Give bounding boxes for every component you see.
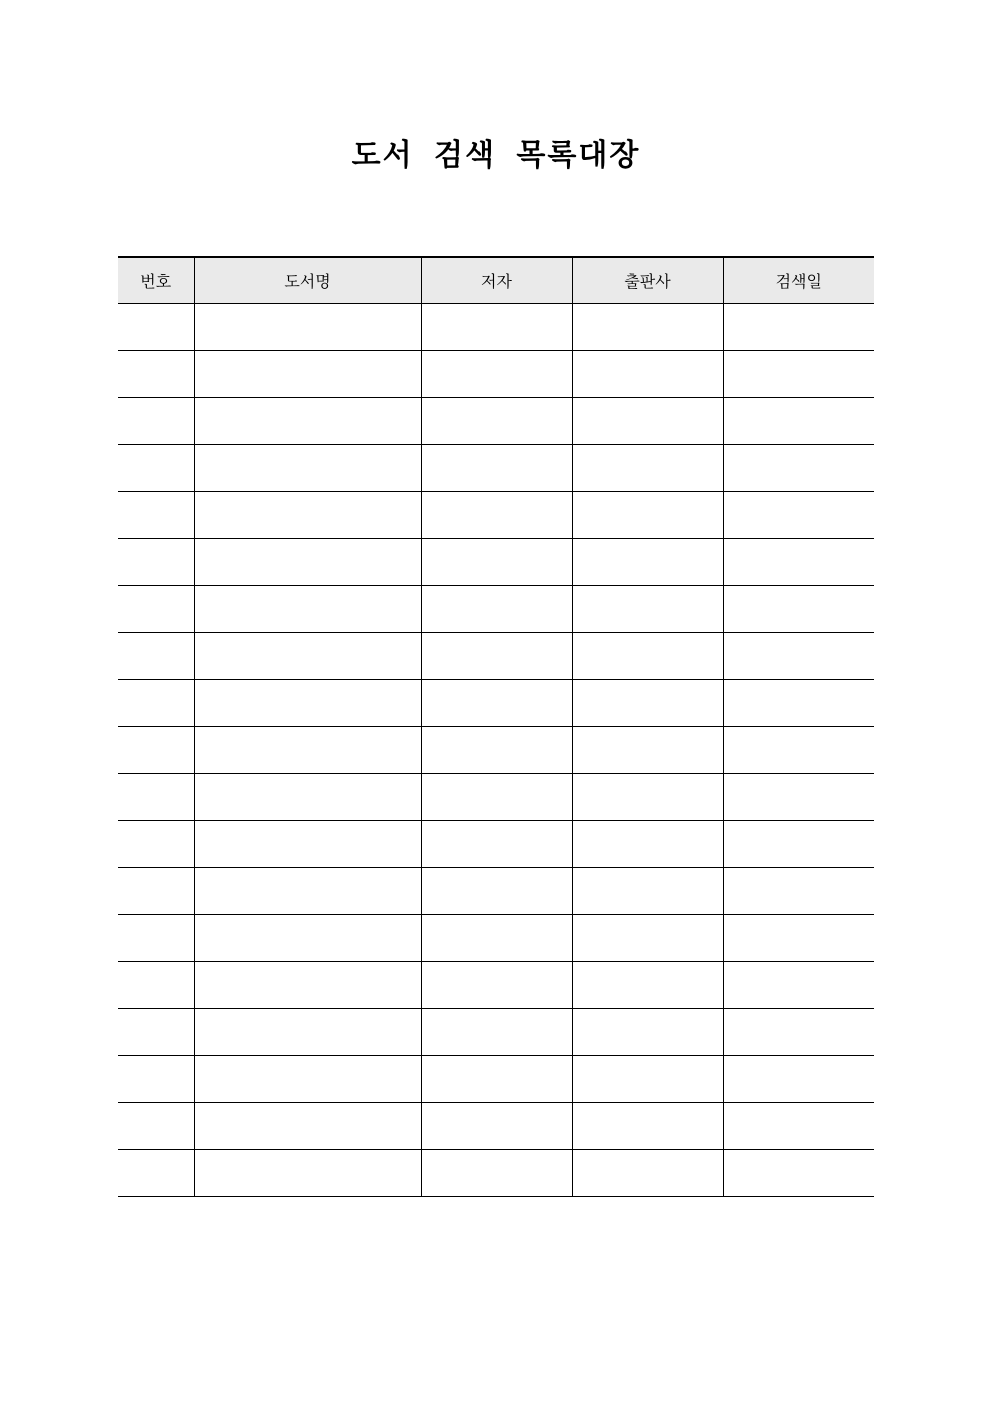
cell-search-date <box>723 1056 874 1103</box>
cell-publisher <box>572 586 723 633</box>
cell-author <box>421 1056 572 1103</box>
cell-number <box>118 680 194 727</box>
cell-author <box>421 868 572 915</box>
cell-number <box>118 727 194 774</box>
table-row <box>118 1150 874 1197</box>
table-row <box>118 680 874 727</box>
cell-book-title <box>194 680 421 727</box>
cell-book-title <box>194 492 421 539</box>
table-row <box>118 868 874 915</box>
cell-publisher <box>572 1150 723 1197</box>
cell-search-date <box>723 445 874 492</box>
cell-number <box>118 1009 194 1056</box>
cell-book-title <box>194 727 421 774</box>
cell-author <box>421 586 572 633</box>
table-header <box>118 257 874 304</box>
cell-publisher <box>572 492 723 539</box>
cell-publisher <box>572 821 723 868</box>
table-row <box>118 633 874 680</box>
cell-book-title <box>194 351 421 398</box>
header-row <box>118 257 874 304</box>
cell-book-title <box>194 868 421 915</box>
cell-book-title <box>194 633 421 680</box>
cell-publisher <box>572 1103 723 1150</box>
cell-book-title <box>194 1056 421 1103</box>
cell-author <box>421 915 572 962</box>
cell-number <box>118 586 194 633</box>
book-search-table <box>118 256 874 1197</box>
cell-publisher <box>572 1009 723 1056</box>
cell-publisher <box>572 1056 723 1103</box>
table-row <box>118 586 874 633</box>
cell-publisher <box>572 539 723 586</box>
cell-number <box>118 304 194 351</box>
table-row <box>118 1103 874 1150</box>
column-header-author: 저자 <box>421 257 572 304</box>
cell-author <box>421 1103 572 1150</box>
cell-book-title <box>194 915 421 962</box>
cell-search-date <box>723 351 874 398</box>
cell-author <box>421 304 572 351</box>
cell-book-title <box>194 539 421 586</box>
table-row <box>118 304 874 351</box>
cell-search-date <box>723 398 874 445</box>
cell-author <box>421 539 572 586</box>
cell-author <box>421 727 572 774</box>
cell-search-date <box>723 1009 874 1056</box>
cell-publisher <box>572 915 723 962</box>
cell-search-date <box>723 774 874 821</box>
cell-number <box>118 868 194 915</box>
cell-search-date <box>723 680 874 727</box>
cell-search-date <box>723 304 874 351</box>
table-row <box>118 774 874 821</box>
table-row <box>118 915 874 962</box>
cell-number <box>118 821 194 868</box>
page-title: 도서 검색 목록대장 <box>351 138 641 173</box>
column-header-number: 번호 <box>118 257 194 304</box>
cell-publisher <box>572 962 723 1009</box>
cell-author <box>421 492 572 539</box>
cell-book-title <box>194 774 421 821</box>
cell-number <box>118 774 194 821</box>
cell-number <box>118 539 194 586</box>
cell-search-date <box>723 821 874 868</box>
table-row <box>118 727 874 774</box>
cell-author <box>421 351 572 398</box>
cell-number <box>118 1150 194 1197</box>
cell-publisher <box>572 398 723 445</box>
cell-book-title <box>194 445 421 492</box>
table-row <box>118 539 874 586</box>
cell-number <box>118 492 194 539</box>
cell-publisher <box>572 868 723 915</box>
table-row <box>118 445 874 492</box>
cell-author <box>421 1150 572 1197</box>
cell-search-date <box>723 492 874 539</box>
cell-number <box>118 1103 194 1150</box>
cell-book-title <box>194 1009 421 1056</box>
cell-number <box>118 351 194 398</box>
cell-search-date <box>723 1150 874 1197</box>
cell-search-date <box>723 1103 874 1150</box>
table-row <box>118 1009 874 1056</box>
cell-book-title <box>194 1103 421 1150</box>
table-row <box>118 821 874 868</box>
cell-search-date <box>723 868 874 915</box>
cell-author <box>421 774 572 821</box>
cell-author <box>421 1009 572 1056</box>
column-header-search-date: 검색일 <box>723 257 874 304</box>
cell-author <box>421 445 572 492</box>
table-row <box>118 962 874 1009</box>
table-row <box>118 398 874 445</box>
cell-publisher <box>572 351 723 398</box>
table-row <box>118 1056 874 1103</box>
column-header-publisher: 출판사 <box>572 257 723 304</box>
cell-publisher <box>572 680 723 727</box>
cell-author <box>421 398 572 445</box>
table-row <box>118 492 874 539</box>
cell-publisher <box>572 727 723 774</box>
cell-search-date <box>723 727 874 774</box>
cell-book-title <box>194 398 421 445</box>
cell-book-title <box>194 304 421 351</box>
cell-book-title <box>194 962 421 1009</box>
column-header-book-title: 도서명 <box>194 257 421 304</box>
cell-search-date <box>723 539 874 586</box>
cell-publisher <box>572 445 723 492</box>
cell-number <box>118 445 194 492</box>
cell-book-title <box>194 821 421 868</box>
cell-author <box>421 633 572 680</box>
table-body <box>118 304 874 1197</box>
cell-book-title <box>194 586 421 633</box>
cell-author <box>421 680 572 727</box>
cell-number <box>118 1056 194 1103</box>
cell-publisher <box>572 633 723 680</box>
cell-number <box>118 962 194 1009</box>
cell-number <box>118 915 194 962</box>
cell-publisher <box>572 774 723 821</box>
cell-number <box>118 398 194 445</box>
cell-search-date <box>723 962 874 1009</box>
cell-author <box>421 962 572 1009</box>
cell-author <box>421 821 572 868</box>
cell-book-title <box>194 1150 421 1197</box>
cell-search-date <box>723 586 874 633</box>
cell-search-date <box>723 915 874 962</box>
cell-publisher <box>572 304 723 351</box>
table-row <box>118 351 874 398</box>
cell-number <box>118 633 194 680</box>
cell-search-date <box>723 633 874 680</box>
